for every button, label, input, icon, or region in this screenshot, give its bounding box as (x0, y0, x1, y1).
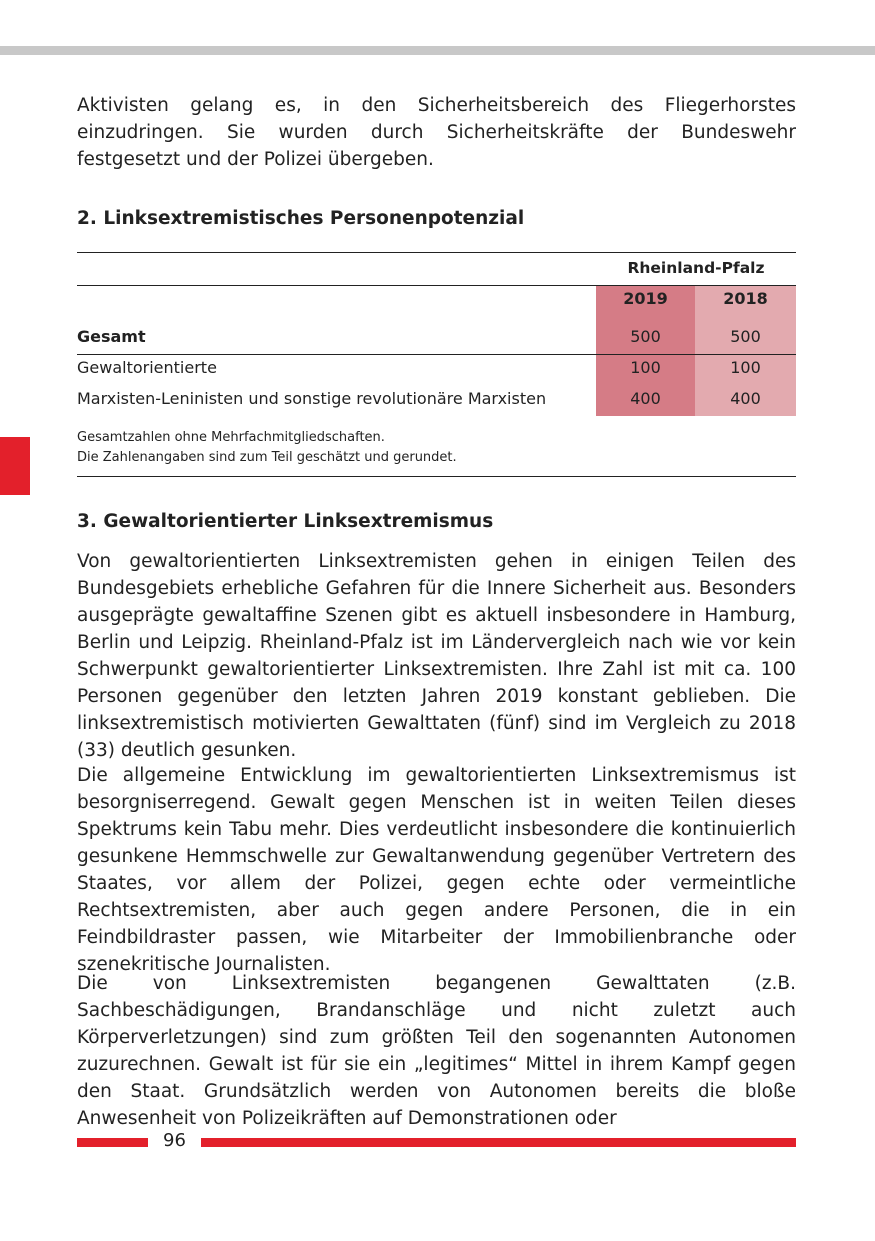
intro-paragraph: Aktivisten gelang es, in den Sicherheitsbereich des Fliegerhorstes einzudringen. Sie wurden durch Sicherheitskräfte der Bundeswehr festgesetzt und der Polizei übergeben. (77, 95, 796, 170)
row-label: Marxisten-Leninisten und sonstige revolutionäre Marxisten (77, 389, 547, 408)
section-2-heading: 2. Linksextremistisches Personenpotenzial (77, 208, 525, 229)
table-region-header: Rheinland-Pfalz (627, 259, 765, 277)
table-note: Gesamtzahlen ohne Mehrfachmitgliedschaften. (77, 430, 385, 445)
value-2018: 100 (730, 358, 761, 377)
body-paragraph: Die von Linksextremisten begangenen Gewalttaten (z.B. Sachbeschädigungen, Brandanschläge und nicht zuletzt auch Körperverletzungen) sind zum größten Teil den sogenannten Autonomen zuzurechnen. Gewalt ist für sie ein „legitimes“ Mittel in ihrem Kampf gegen den Staat. Grundsätzlich werden von Autonomen bereits die bloße Anwesenheit von Polizeikräften auf Demonstrationen oder (77, 973, 796, 1129)
year-2019-header: 2019 (623, 289, 668, 308)
value-2019: 500 (630, 327, 661, 346)
header-bar (0, 46, 875, 55)
table-row-rule (77, 354, 796, 355)
page-number: 96 (163, 1130, 186, 1151)
chapter-marker (0, 437, 30, 495)
table-bottom-rule (77, 476, 796, 477)
value-2019: 400 (630, 389, 661, 408)
body-paragraph: Die allgemeine Entwicklung im gewaltorientierten Linksextremismus ist besorgniserregend. Gewalt gegen Menschen ist in weiten Teilen dieses Spektrums kein Tabu mehr. Dies verdeutlicht insbesondere die kontinuierlich gesunkene Hemmschwelle zur Gewaltanwendung gegenüber Vertretern des Staates, vor allem der Polizei, gegen echte oder vermeintliche Rechtsextremisten, aber auch gegen andere Personen, die in ein Feindbildraster passen, wie Mitarbeiter der Immobilienbranche oder szenekritische Journalisten. (77, 765, 796, 975)
value-2018: 500 (730, 327, 761, 346)
row-label: Gewaltorientierte (77, 358, 217, 377)
table-note: Die Zahlenangaben sind zum Teil geschätzt und gerundet. (77, 450, 457, 465)
table-top-rule (77, 252, 796, 253)
value-2018: 400 (730, 389, 761, 408)
year-2018-header: 2018 (723, 289, 768, 308)
row-label: Gesamt (77, 327, 146, 346)
footer-bar-right (201, 1138, 796, 1147)
value-2019: 100 (630, 358, 661, 377)
section-3-heading: 3. Gewaltorientierter Linksextremismus (77, 511, 494, 532)
body-paragraph: Von gewaltorientierten Linksextremisten gehen in einigen Teilen des Bundesgebiets erhebliche Gefahren für die Innere Sicherheit aus. Besonders ausgeprägte gewaltaffine Szenen gibt es aktuell insbesondere in Hamburg, Berlin und Leipzig. Rheinland-Pfalz ist im Ländervergleich nach wie vor kein Schwerpunkt gewaltorientierter Linksextremisten. Ihre Zahl ist mit ca. 100 Personen gegenüber den letzten Jahren 2019 konstant geblieben. Die linksextremistisch motivierten Gewalttaten (fünf) sind im Vergleich zu 2018 (33) deutlich gesunken. (77, 551, 796, 761)
footer-bar-left (77, 1138, 148, 1147)
